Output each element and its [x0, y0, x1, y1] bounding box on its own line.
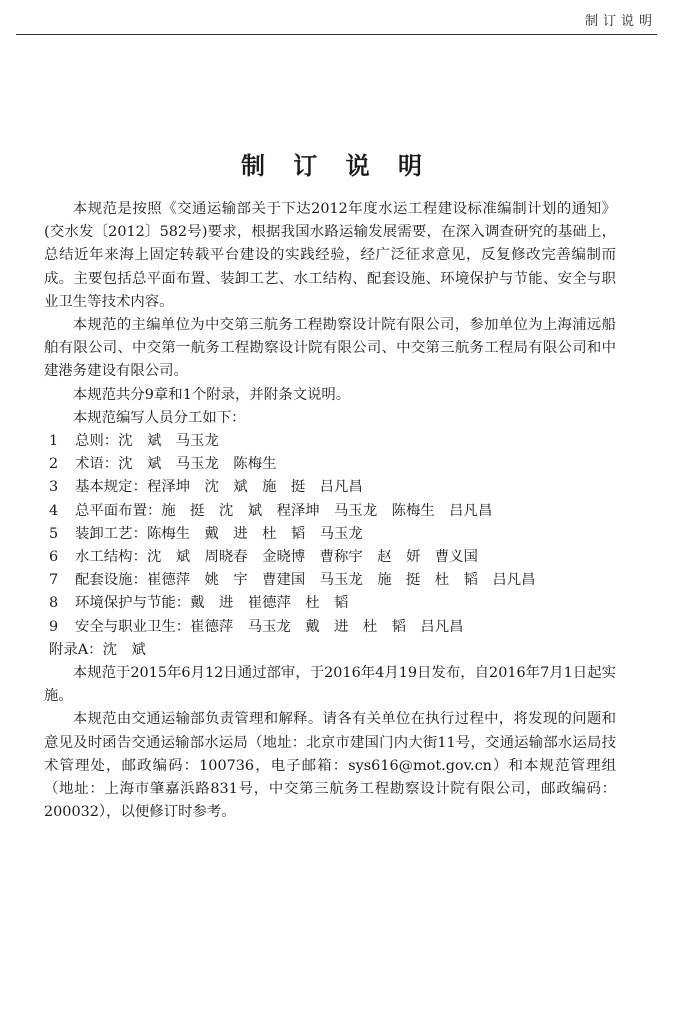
- list-item-number: 3: [49, 479, 59, 496]
- list-item-text: 总则：沈 斌 马玉龙: [75, 433, 219, 450]
- list-item: [44, 453, 616, 476]
- page-title: 制 订 说 明: [240, 152, 433, 180]
- list-item-text: 水工结构：沈 斌 周晓春 金晓博 曹称宇 赵 妍 曹义国: [75, 549, 478, 566]
- paragraph-authors-intro: 本规范编写人员分工如下：: [72, 409, 246, 426]
- list-item-text: 基本规定：程泽坤 沈 斌 施 挺 吕凡昌: [75, 479, 363, 496]
- list-item-text: 术语：沈 斌 马玉龙 陈梅生: [75, 456, 277, 473]
- list-item: [44, 592, 616, 615]
- paragraph-structure: 本规范共分9章和1个附录，并附条文说明。: [72, 386, 351, 403]
- list-item-number: 6: [49, 549, 59, 566]
- list-item-number: 9: [49, 618, 59, 635]
- body-text: [44, 198, 616, 824]
- list-item-number: 7: [49, 572, 59, 589]
- list-item: [44, 569, 616, 592]
- list-item: [44, 500, 616, 523]
- authors-list: [44, 430, 616, 639]
- list-item: [44, 546, 616, 569]
- list-item: [44, 476, 616, 499]
- paragraph-units: 本规范的主编单位为中交第三航务工程勘察设计院有限公司，参加单位为上海浦远船舶有限公司、中交第一航务工程勘察设计院有限公司、中交第三航务工程局有限公司和中建港务建设有限公司。: [44, 317, 616, 380]
- appendix-author-line: 附录A：沈 斌: [49, 641, 146, 658]
- list-item-number: 2: [49, 456, 59, 473]
- paragraph-dates: 本规范于2015年6月12日通过部审，于2016年4月19日发布，自2016年7月1日起实施。: [44, 665, 616, 705]
- list-item-number: 4: [49, 502, 59, 519]
- list-item-number: 8: [49, 595, 59, 612]
- list-item-text: 装卸工艺：陈梅生 戴 进 杜 韬 马玉龙: [75, 525, 363, 542]
- paragraph-basis: 本规范是按照《交通运输部关于下达2012年度水运工程建设标准编制计划的通知》(交水发〔2012〕582号)要求，根据我国水路运输发展需要，在深入调查研究的基础上，总结近年来海上固定转载平台建设的实践经验，经广泛征求意见，反复修改完善编制而成。主要包括总平面布置、装卸工艺、水工结构、配套设施、环境保护与节能、安全与职业卫生等技术内容。: [44, 201, 616, 310]
- list-item-number: 5: [49, 525, 59, 542]
- list-item-number: 1: [49, 433, 59, 450]
- list-item: [44, 523, 616, 546]
- list-item-text: 环境保护与节能：戴 进 崔德萍 杜 韬: [75, 595, 349, 612]
- list-item: [44, 616, 616, 639]
- list-item-text: 配套设施：崔德萍 姚 宇 曹建国 马玉龙 施 挺 杜 韬 吕凡昌: [75, 572, 536, 589]
- list-item-text: 安全与职业卫生：崔德萍 马玉龙 戴 进 杜 韬 吕凡昌: [75, 618, 464, 635]
- list-item-text: 总平面布置：施 挺 沈 斌 程泽坤 马玉龙 陈梅生 吕凡昌: [75, 502, 493, 519]
- list-item: [44, 430, 616, 453]
- paragraph-contact: 本规范由交通运输部负责管理和解释。请各有关单位在执行过程中，将发现的问题和意见及时函告交通运输部水运局（地址：北京市建国门内大街11号，交通运输部水运局技术管理处，邮政编码：100736，电子邮箱：sys616@mot.gov.cn）和本规范管理组（地址：上海市肇嘉浜路831号，中交第三航务工程勘察设计院有限公司，邮政编码：200032），以便修订时参考。: [44, 711, 616, 821]
- header-rule: [16, 34, 657, 35]
- running-head: 制订说明: [584, 14, 657, 29]
